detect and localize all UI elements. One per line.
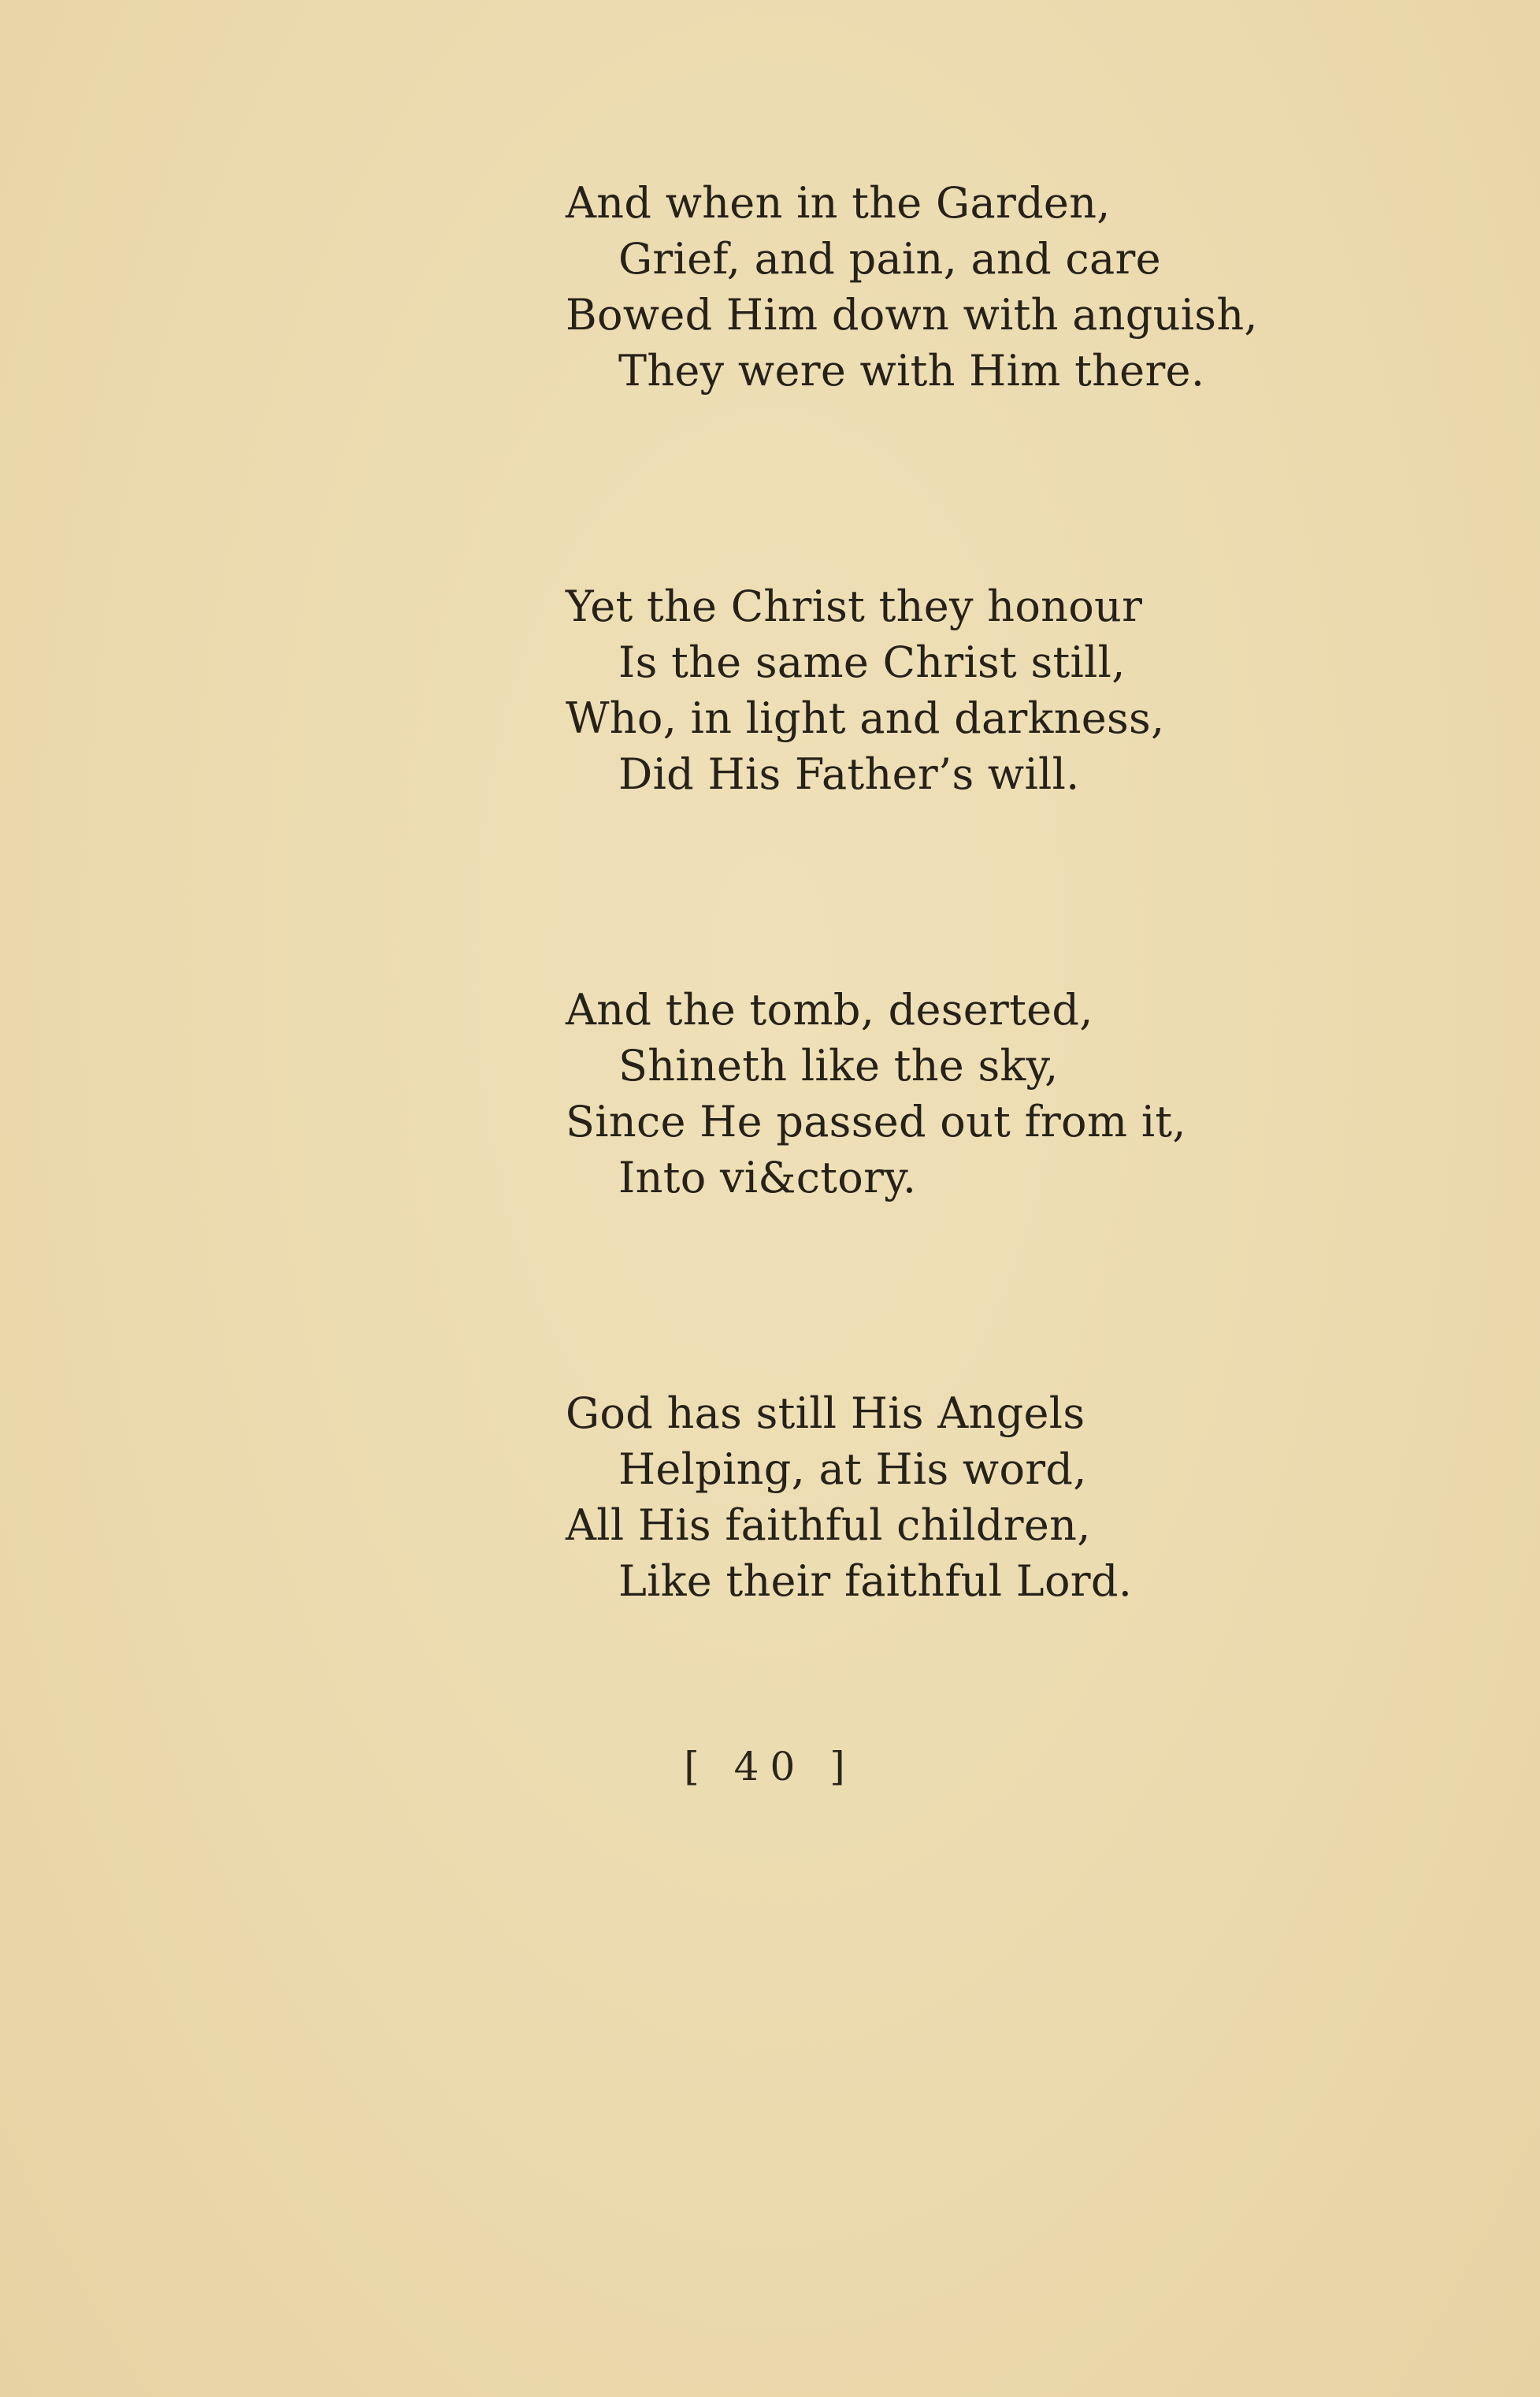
poem-line: Helping, at His word, xyxy=(618,1444,1087,1494)
poem-line: Who, in light and darkness, xyxy=(566,693,1165,743)
poem-line: Since He passed out from it, xyxy=(566,1097,1186,1146)
poem-line: Did His Father’s will. xyxy=(618,749,1080,799)
poem-line: Bowed Him down with anguish, xyxy=(566,290,1258,340)
poem-line: Grief, and pain, and care xyxy=(618,234,1161,284)
poem-line: And the tomb, deserted, xyxy=(566,985,1093,1035)
poem-line: And when in the Garden, xyxy=(566,178,1111,228)
poem-line: Like their faithful Lord. xyxy=(618,1556,1133,1606)
poem-line: Shineth like the sky, xyxy=(618,1041,1059,1091)
stanza-3 xyxy=(566,982,1353,1206)
poem-line: Into vi&ctory. xyxy=(618,1153,917,1202)
stanza-2 xyxy=(566,578,1353,802)
poem-line: All His faithful children, xyxy=(566,1500,1091,1550)
poem-line: God has still His Angels xyxy=(566,1388,1085,1438)
poem-line: Yet the Christ they honour xyxy=(566,582,1143,631)
page-number: [ 40 ] xyxy=(684,1744,856,1789)
stanza-1 xyxy=(566,175,1353,399)
poem-line: They were with Him there. xyxy=(618,346,1205,396)
poem-line: Is the same Christ still, xyxy=(618,637,1126,687)
poem xyxy=(566,175,1353,1789)
stanza-4 xyxy=(566,1385,1353,1609)
